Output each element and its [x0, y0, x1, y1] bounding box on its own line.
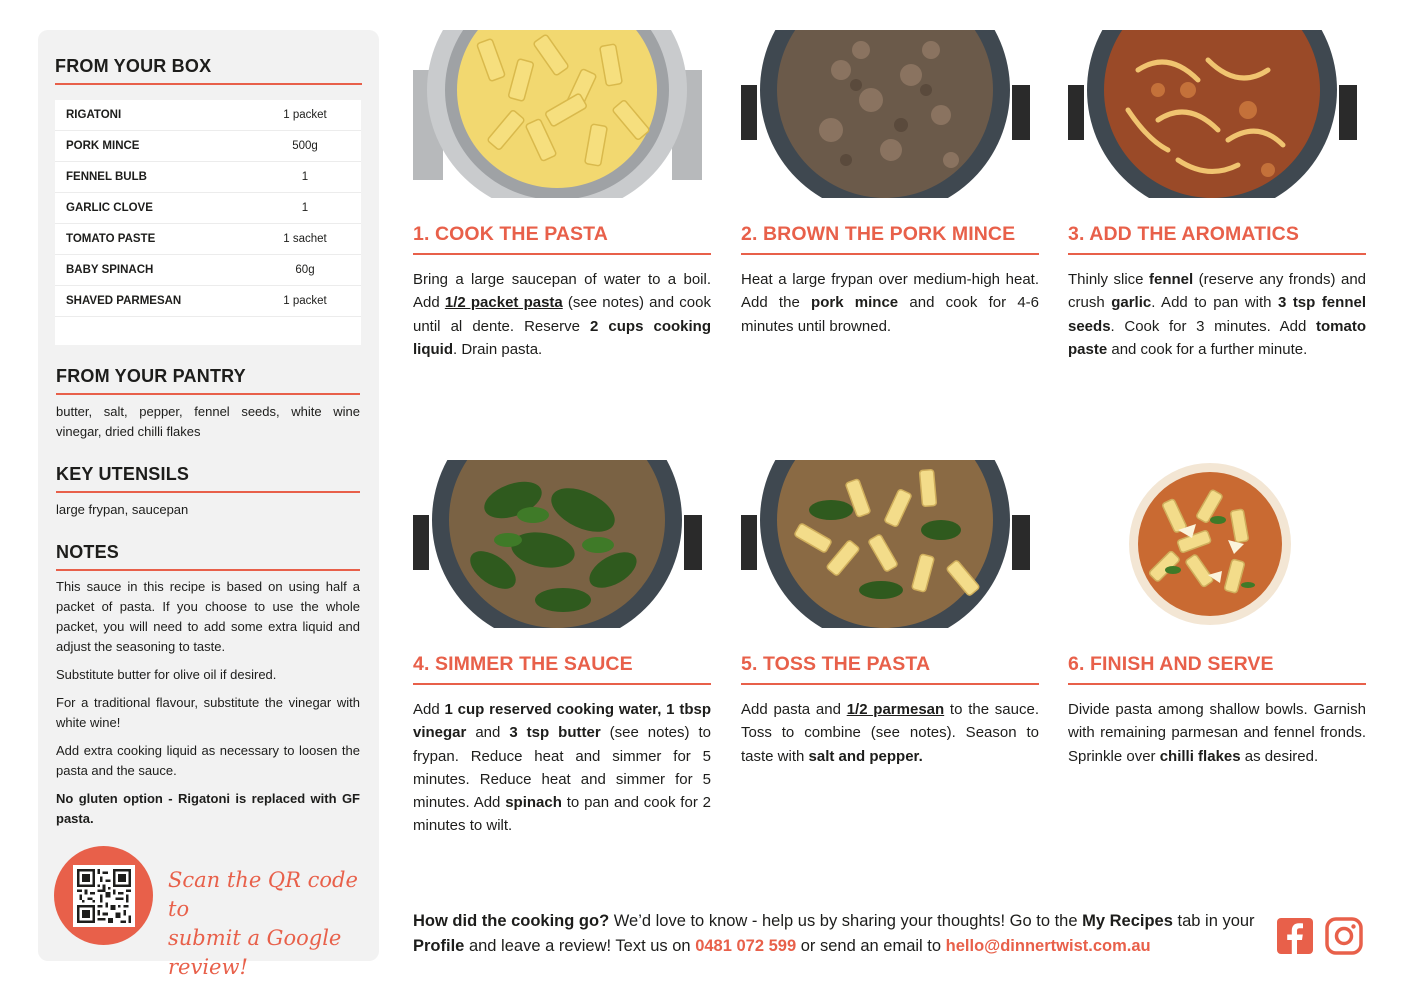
- qr-code-badge[interactable]: [54, 846, 153, 945]
- note-item: This sauce in this recipe is based on using half a packet of pasta. If you choose to use the whole packet, you will need to add some extra liquid and adjust the seasoning to taste.: [56, 579, 360, 654]
- table-row: [55, 162, 361, 193]
- facebook-icon[interactable]: [1276, 917, 1314, 955]
- text-run: 3 tsp butter: [509, 724, 601, 742]
- text-run: Profile: [413, 937, 465, 955]
- text-run: 1/2 packet pasta: [444, 294, 563, 312]
- ingredient-name: FENNEL BULB: [66, 171, 147, 183]
- table-row: [55, 131, 361, 162]
- text-run: We’d love to know - help us by sharing your thoughts! Go to the: [609, 912, 1083, 930]
- step-4: [413, 460, 711, 838]
- ingredient-name: BABY SPINACH: [66, 264, 154, 276]
- text-run: or send an email to: [796, 937, 946, 955]
- text-run: pork mince: [811, 294, 899, 312]
- step-3: [1068, 30, 1366, 361]
- step-photo: [741, 30, 1030, 198]
- ingredient-name: SHAVED PARMESAN: [66, 295, 182, 307]
- step-photo: [413, 460, 702, 628]
- ingredient-qty: 1: [301, 171, 309, 183]
- text-run: (see notes) and cook until al dente. Reserve: [413, 294, 711, 335]
- step-title: 6. FINISH AND SERVE: [1068, 653, 1366, 685]
- instagram-icon[interactable]: [1325, 917, 1363, 955]
- text-run: tomato paste: [1068, 317, 1366, 358]
- step-5: [741, 460, 1039, 768]
- text-run: chilli flakes: [1159, 747, 1241, 765]
- utensils-text: large frypan, saucepan: [56, 502, 189, 517]
- step-photo: [1068, 30, 1357, 198]
- text-run: and cook for a further minute.: [1107, 340, 1308, 358]
- pantry-text: butter, salt, pepper, fennel seeds, white wine vinegar, dried chilli flakes: [56, 404, 360, 439]
- step-photo: [1068, 460, 1357, 628]
- ingredient-name: GARLIC CLOVE: [66, 202, 153, 214]
- step-1: [413, 30, 711, 361]
- text-run: 2 cups cooking liquid: [413, 317, 711, 358]
- text-run: . Drain pasta.: [453, 340, 543, 358]
- text-run: garlic: [1111, 294, 1152, 312]
- step-text: [741, 268, 1039, 338]
- box-title: FROM YOUR BOX: [55, 56, 362, 85]
- note-item: No gluten option - Rigatoni is replaced with GF pasta.: [56, 791, 360, 826]
- text-run: How did the cooking go?: [413, 912, 610, 930]
- text-run: tab in your: [1172, 912, 1255, 930]
- ingredient-name: TOMATO PASTE: [66, 233, 156, 245]
- text-run: My Recipes: [1082, 912, 1173, 930]
- notes-list: [56, 577, 360, 837]
- text-run: (reserve any fronds) and crush: [1068, 271, 1366, 312]
- text-run: 1 cup reserved cooking water, 1 tbsp vinegar: [413, 701, 711, 742]
- text-run: and cook for 4-6 minutes until browned.: [741, 294, 1039, 335]
- contact-link[interactable]: hello@dinnertwist.com.au: [945, 937, 1151, 955]
- text-run: as desired.: [1240, 747, 1319, 765]
- step-text: [413, 698, 711, 838]
- step-title: 2. BROWN THE PORK MINCE: [741, 223, 1039, 255]
- text-run: and: [466, 724, 510, 742]
- ingredient-qty: 1 sachet: [283, 233, 327, 245]
- text-run: Thinly slice: [1068, 271, 1149, 288]
- table-row: [55, 255, 361, 286]
- table-row: [55, 286, 361, 317]
- ingredient-name: PORK MINCE: [66, 140, 140, 152]
- box-ingredients-table: [55, 100, 361, 345]
- review-footer: [413, 909, 1263, 959]
- step-title: 5. TOSS THE PASTA: [741, 653, 1039, 685]
- text-run: to the sauce. Toss to combine (see notes). Season to taste with: [741, 701, 1039, 765]
- contact-link[interactable]: 0481 072 599: [695, 937, 797, 955]
- step-6: [1068, 460, 1366, 768]
- text-run: salt and pepper.: [808, 747, 923, 765]
- step-text: [413, 268, 711, 361]
- text-run: and leave a review! Text us on: [464, 937, 696, 955]
- step-2: [741, 30, 1039, 338]
- ingredients-panel: [38, 30, 379, 979]
- table-row: [55, 193, 361, 224]
- step-text: [1068, 698, 1366, 768]
- note-item: Substitute butter for olive oil if desired.: [56, 667, 277, 682]
- step-title: 4. SIMMER THE SAUCE: [413, 653, 711, 685]
- utensils-title: KEY UTENSILS: [56, 464, 360, 493]
- step-photo: [741, 460, 1030, 628]
- text-run: to pan and cook for 2 minutes to wilt.: [413, 794, 711, 835]
- text-run: . Add to pan with: [1151, 294, 1278, 312]
- text-run: . Cook for 3 minutes. Add: [1110, 317, 1316, 335]
- step-photo: [413, 30, 702, 198]
- text-run: Add: [413, 701, 445, 718]
- qr-line-1: Scan the QR code to: [168, 868, 358, 921]
- note-item: Add extra cooking liquid as necessary to loosen the pasta and the sauce.: [56, 743, 360, 778]
- pantry-title: FROM YOUR PANTRY: [56, 366, 360, 395]
- ingredient-qty: 1 packet: [283, 295, 327, 307]
- ingredient-qty: 500g: [292, 140, 318, 152]
- text-run: Divide pasta among shallow bowls. Garnish with remaining parmesan and fennel fronds. Sprinkle over: [1068, 701, 1366, 765]
- step-text: [1068, 268, 1366, 361]
- ingredient-qty: 60g: [295, 264, 315, 276]
- qr-code-icon[interactable]: [73, 865, 135, 927]
- text-run: Bring a large saucepan of water to a boil. Add: [413, 271, 711, 312]
- text-run: fennel: [1148, 271, 1194, 288]
- ingredient-qty: 1 packet: [283, 109, 327, 121]
- text-run: Add pasta and: [741, 701, 847, 718]
- text-run: (see notes) to frypan. Reduce heat and simmer for 5 minutes. Reduce heat and simmer for 5 minutes. Add: [413, 724, 711, 812]
- ingredient-name: RIGATONI: [66, 109, 122, 121]
- notes-title: NOTES: [56, 542, 360, 571]
- step-title: 1. COOK THE PASTA: [413, 223, 711, 255]
- table-row: [55, 100, 361, 131]
- qr-review-text: [168, 866, 368, 982]
- text-run: Heat a large frypan over medium-high heat. Add the: [741, 271, 1039, 312]
- table-row: [55, 224, 361, 255]
- text-run: spinach: [505, 794, 562, 812]
- step-text: [741, 698, 1039, 768]
- qr-line-2: submit a Google review!: [168, 926, 342, 979]
- note-item: For a traditional flavour, substitute the vinegar with white wine!: [56, 695, 360, 730]
- text-run: 3 tsp fennel seeds: [1068, 294, 1366, 335]
- text-run: 1/2 parmesan: [846, 701, 945, 718]
- step-title: 3. ADD THE AROMATICS: [1068, 223, 1366, 255]
- ingredient-qty: 1: [301, 202, 309, 214]
